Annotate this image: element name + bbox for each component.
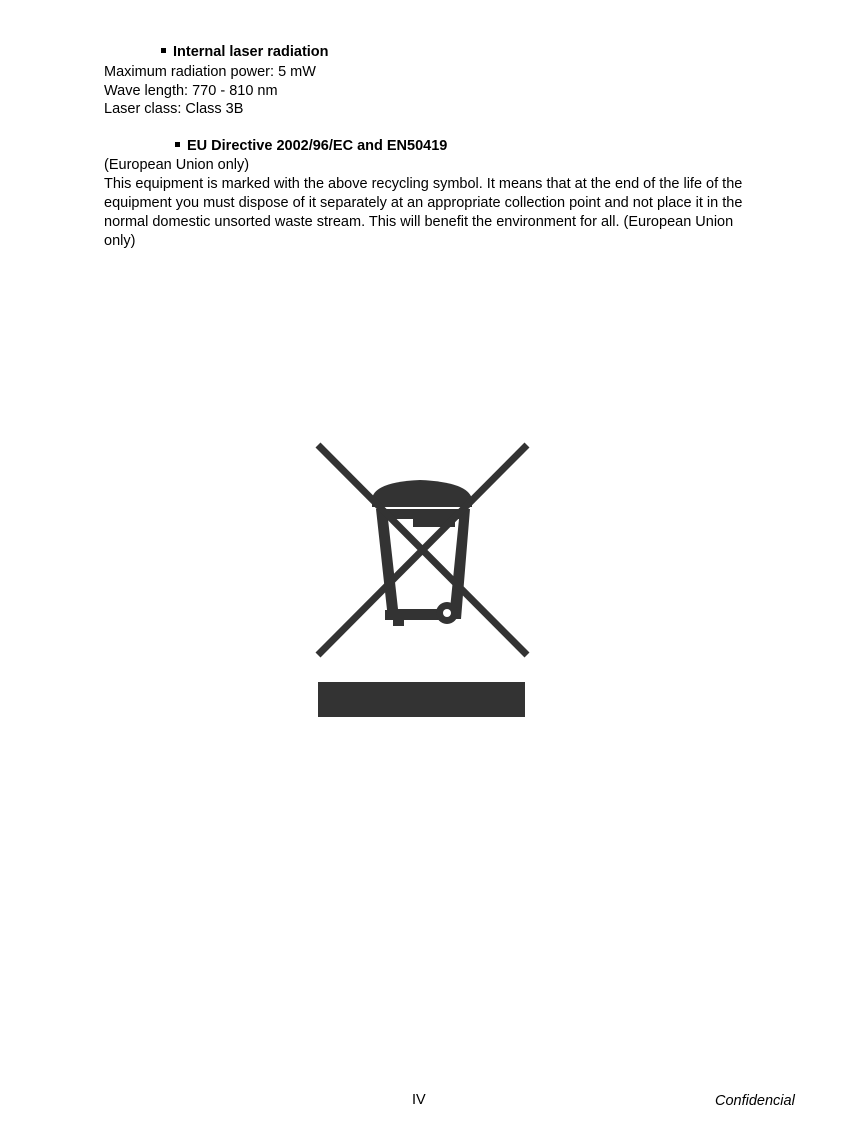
recycling-paragraph: This equipment is marked with the above recycling symbol. It means that at the end of the life of the equipment you must dispose of it separately at an appropriate collection point and not place it in the normal domestic unsorted waste stream. This will benefit the environment for all. (European Union only) <box>104 176 743 249</box>
eu-only-note: (European Union only) <box>104 157 250 173</box>
laser-radiation-heading <box>161 44 329 60</box>
laser-heading-text: Internal laser radiation <box>173 44 329 60</box>
bullet-icon <box>175 142 180 147</box>
confidential-label: Confidencial <box>715 1093 795 1109</box>
page-number: IV <box>412 1092 426 1108</box>
max-power-line: Maximum radiation power: 5 mW <box>104 64 316 80</box>
crossed-out-wheelie-bin-icon <box>310 437 535 722</box>
eu-heading-text: EU Directive 2002/96/EC and EN50419 <box>187 138 448 154</box>
wave-length-line: Wave length: 770 - 810 nm <box>104 83 278 99</box>
bullet-icon <box>161 48 166 53</box>
eu-directive-heading <box>175 138 447 154</box>
laser-class-line: Laser class: Class 3B <box>104 101 244 117</box>
